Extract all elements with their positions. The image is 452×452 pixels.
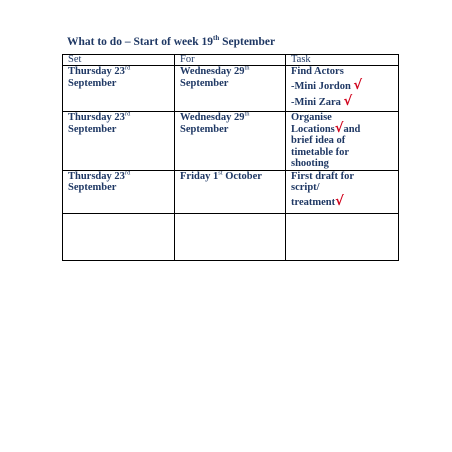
task-line <box>291 77 398 93</box>
title-ordinal-suffix: th <box>212 34 220 43</box>
table-row <box>63 112 399 171</box>
set-date-cell <box>63 112 175 171</box>
task-text: treatment <box>291 196 336 208</box>
for-ordinal: th <box>244 65 250 72</box>
column-header-set: Set <box>63 55 175 66</box>
empty-cell <box>63 213 175 260</box>
task-line: script/ <box>291 182 320 193</box>
for-ordinal: st <box>218 170 223 176</box>
title-prefix: What to do – Start of week 19 <box>67 36 213 48</box>
column-header-task: Task <box>286 55 399 66</box>
task-text: and <box>343 123 361 135</box>
empty-cell <box>175 213 286 260</box>
set-day: Thursday 23 <box>68 66 125 77</box>
task-line: brief idea of <box>291 135 346 146</box>
task-cell <box>286 170 399 213</box>
set-month: September <box>68 123 117 135</box>
page-title <box>67 36 275 48</box>
task-text: -Mini Zara <box>291 97 344 108</box>
task-cell <box>286 66 399 112</box>
title-rest: September <box>219 36 276 48</box>
task-line <box>291 94 398 109</box>
for-day: Friday 1 <box>180 170 219 182</box>
set-ordinal: rd <box>124 170 131 176</box>
for-month: September <box>180 77 229 89</box>
task-line: Find Actors <box>291 66 344 77</box>
task-line: shooting <box>291 158 329 169</box>
column-header-for: For <box>175 55 286 66</box>
task-text: Locations <box>291 123 335 135</box>
checkmark-icon: √ <box>343 94 353 109</box>
task-line: timetable for <box>291 146 350 158</box>
checkmark-icon: √ <box>335 193 344 209</box>
checkmark-icon: √ <box>353 77 363 93</box>
empty-cell <box>286 213 399 260</box>
task-line: Organise <box>291 112 332 123</box>
set-ordinal: rd <box>124 111 131 118</box>
set-month: September <box>68 77 117 89</box>
set-month: September <box>68 182 117 193</box>
for-date-cell <box>175 112 286 171</box>
task-text: -Mini Jordon <box>291 80 354 92</box>
table-row <box>63 66 399 112</box>
set-date-cell <box>63 170 175 213</box>
set-ordinal: rd <box>124 65 131 72</box>
checkmark-icon: √ <box>334 120 344 136</box>
set-day: Thursday 23 <box>68 112 125 123</box>
for-month: October <box>222 170 262 182</box>
set-date-cell <box>63 66 175 112</box>
for-day: Wednesday 29 <box>180 66 245 77</box>
for-month: September <box>180 123 229 135</box>
table-row <box>63 213 399 260</box>
task-cell <box>286 112 399 171</box>
set-day: Thursday 23 <box>68 170 125 182</box>
for-date-cell <box>175 170 286 213</box>
table-row <box>63 170 399 213</box>
for-date-cell <box>175 66 286 112</box>
todo-table <box>62 54 399 261</box>
task-line <box>291 120 398 136</box>
for-ordinal: th <box>244 111 250 118</box>
for-day: Wednesday 29 <box>180 112 245 123</box>
task-line <box>291 193 398 209</box>
task-line: First draft for <box>291 170 354 182</box>
table-header-row <box>63 55 399 66</box>
